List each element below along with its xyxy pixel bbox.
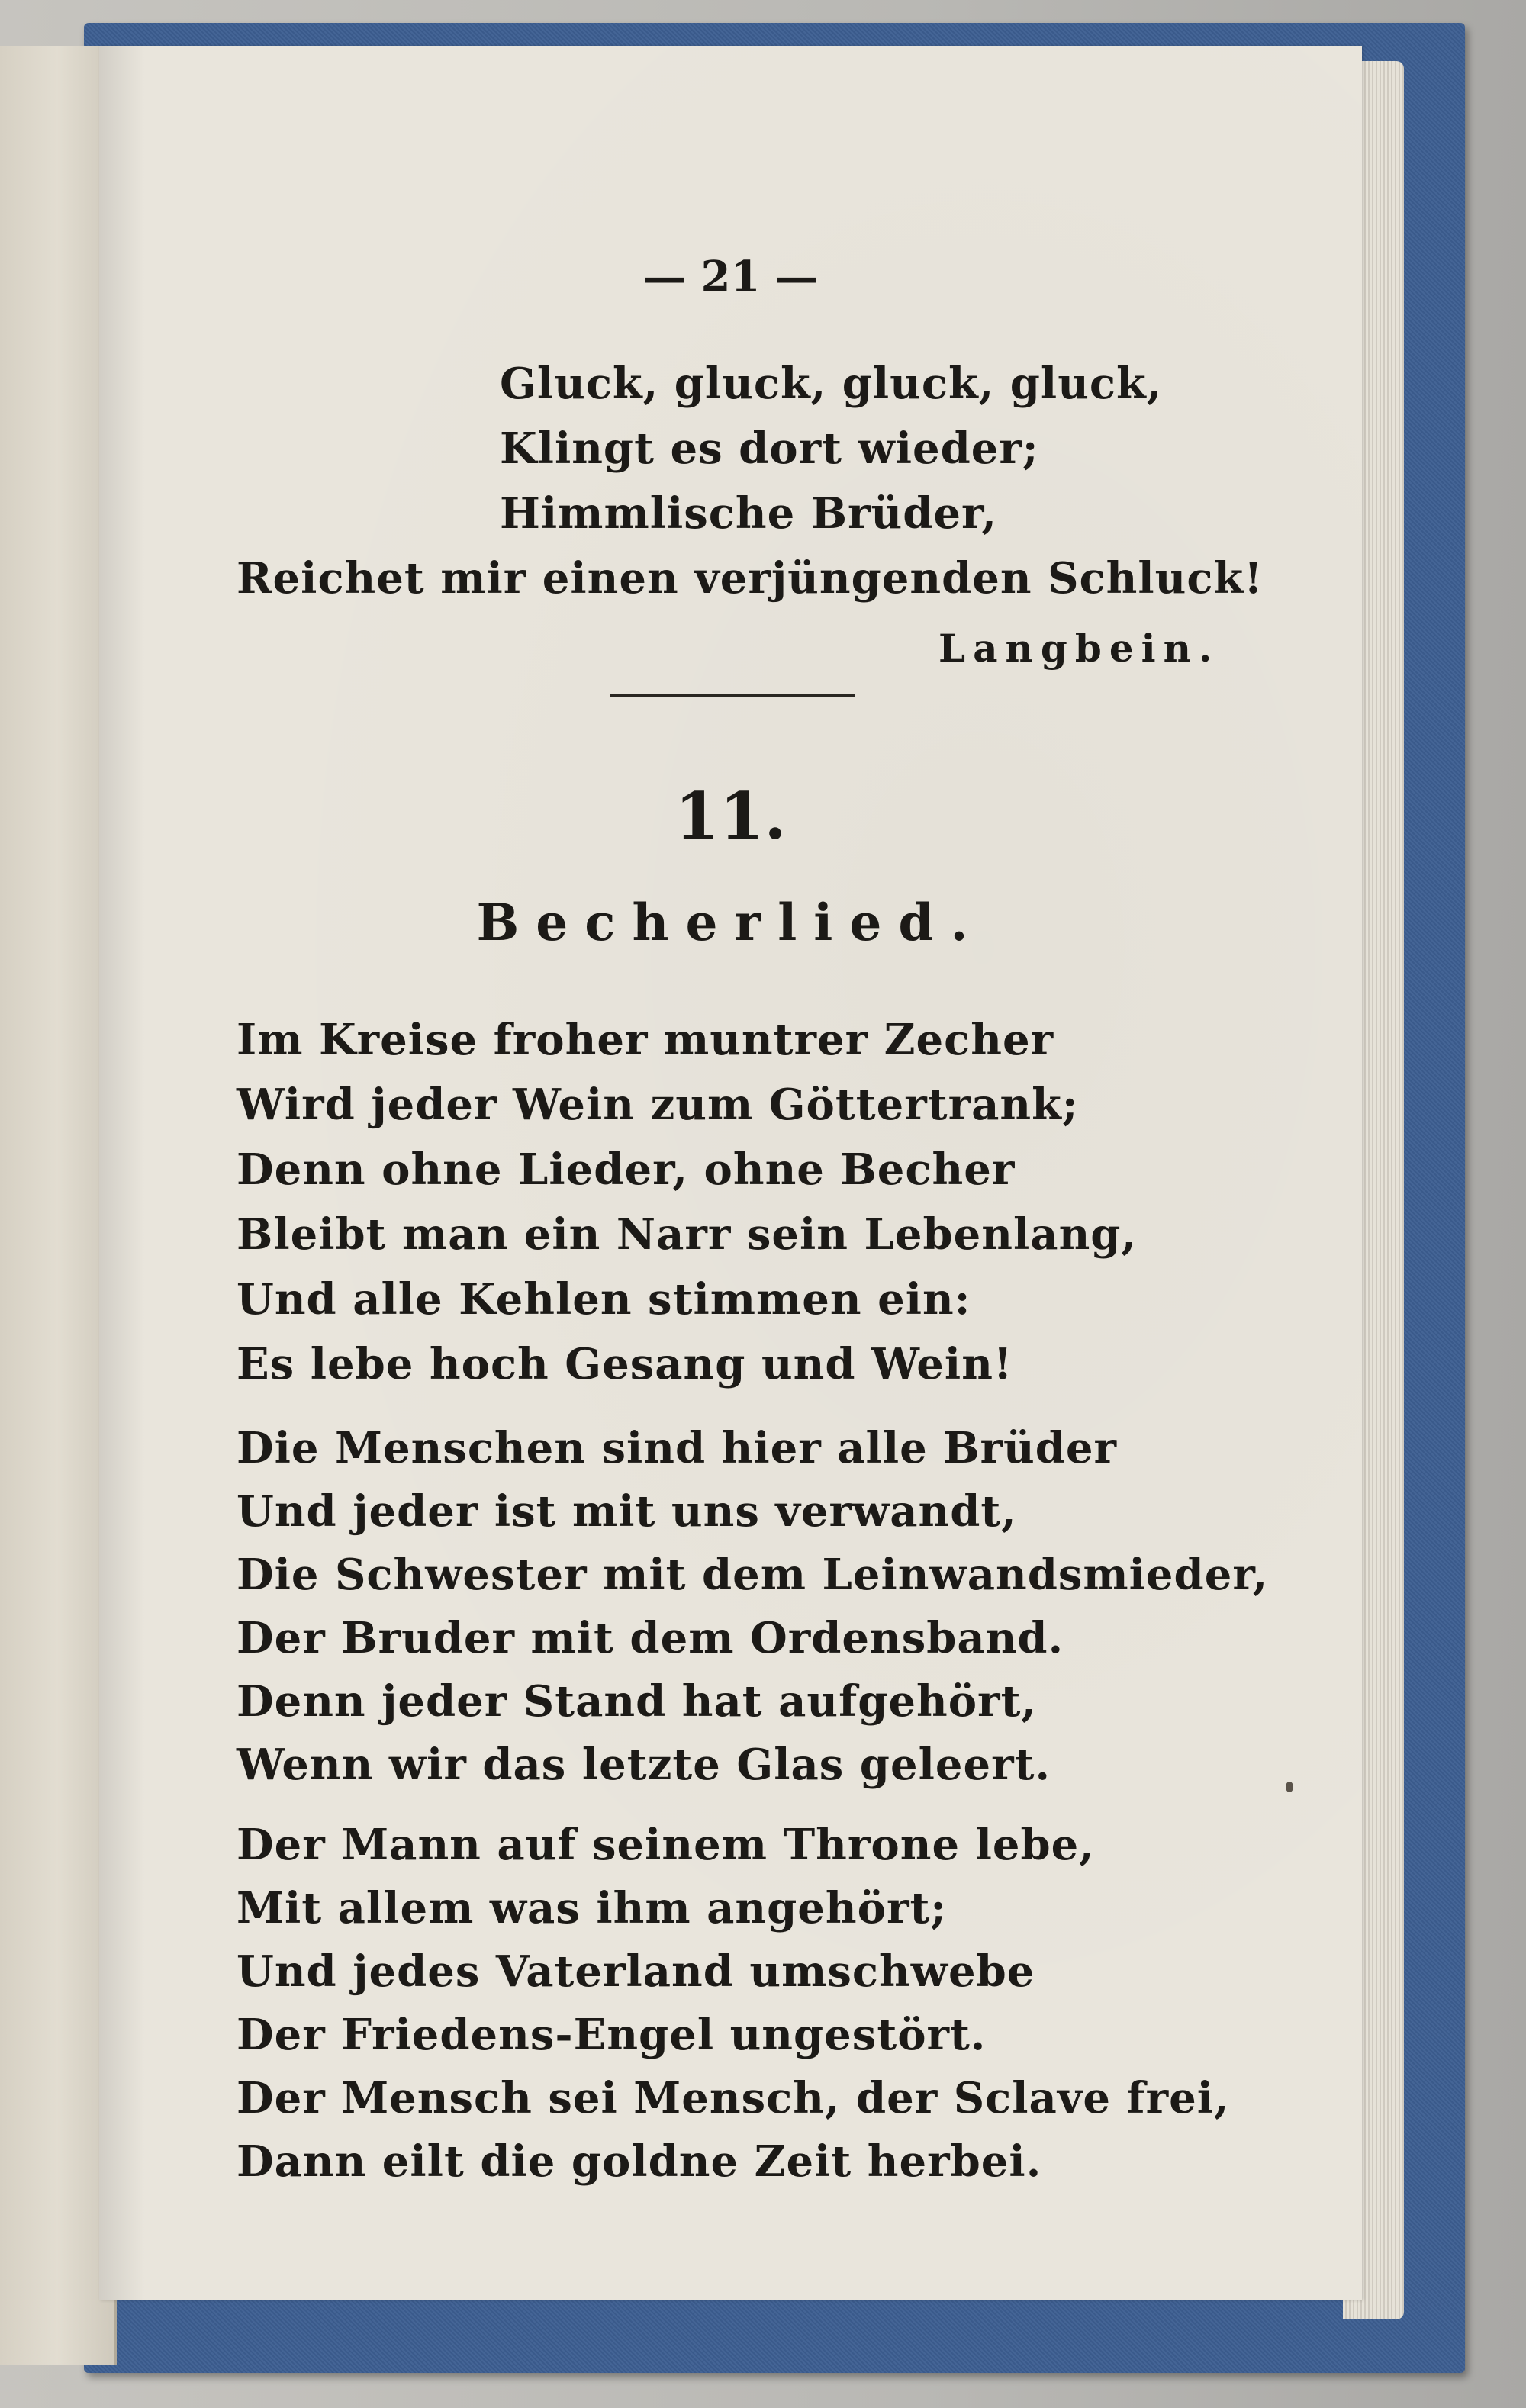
verse-line: Die Schwester mit dem Leinwandsmieder, xyxy=(237,1550,1269,1600)
verse-line: Wenn wir das letzte Glas geleert. xyxy=(237,1740,1051,1790)
verse-line: Dann eilt die goldne Zeit herbei. xyxy=(237,2136,1042,2187)
verse-line: Und jedes Vaterland umschwebe xyxy=(237,1946,1035,1997)
verse-line: Wird jeder Wein zum Göttertrank; xyxy=(237,1080,1079,1130)
verse-line: Klingt es dort wieder; xyxy=(500,423,1039,474)
verse-line: Und jeder ist mit uns verwandt, xyxy=(237,1486,1017,1537)
ink-speck xyxy=(1286,1782,1293,1792)
verse-line: Denn ohne Lieder, ohne Becher xyxy=(237,1144,1016,1195)
verse-line: Bleibt man ein Narr sein Lebenlang, xyxy=(237,1209,1137,1260)
song-title: Becherlied. xyxy=(476,893,985,952)
verse-line: Der Mensch sei Mensch, der Sclave frei, xyxy=(237,2073,1230,2123)
verse-line: Es lebe hoch Gesang und Wein! xyxy=(237,1339,1013,1389)
verse-line: Gluck, gluck, gluck, gluck, xyxy=(500,359,1163,409)
verse-line: Und alle Kehlen stimmen ein: xyxy=(237,1274,971,1325)
section-divider xyxy=(610,694,855,697)
verse-line: Der Bruder mit dem Ordensband. xyxy=(237,1613,1064,1663)
page-number: — 21 — xyxy=(643,252,818,302)
verse-line: Himmlische Brüder, xyxy=(500,488,997,539)
verse-line: Die Menschen sind hier alle Brüder xyxy=(237,1423,1118,1473)
verse-line: Denn jeder Stand hat aufgehört, xyxy=(237,1676,1037,1727)
book-page xyxy=(99,46,1362,2300)
verse-line: Der Friedens-Engel ungestört. xyxy=(237,2010,987,2060)
verse-line: Der Mann auf seinem Throne lebe, xyxy=(237,1820,1095,1870)
verse-line: Mit allem was ihm angehört; xyxy=(237,1883,947,1933)
verse-line: Reichet mir einen verjüngenden Schluck! xyxy=(237,553,1264,604)
song-number: 11. xyxy=(674,778,787,854)
author-signature: Langbein. xyxy=(938,626,1220,671)
verse-line: Im Kreise froher muntrer Zecher xyxy=(237,1015,1054,1065)
